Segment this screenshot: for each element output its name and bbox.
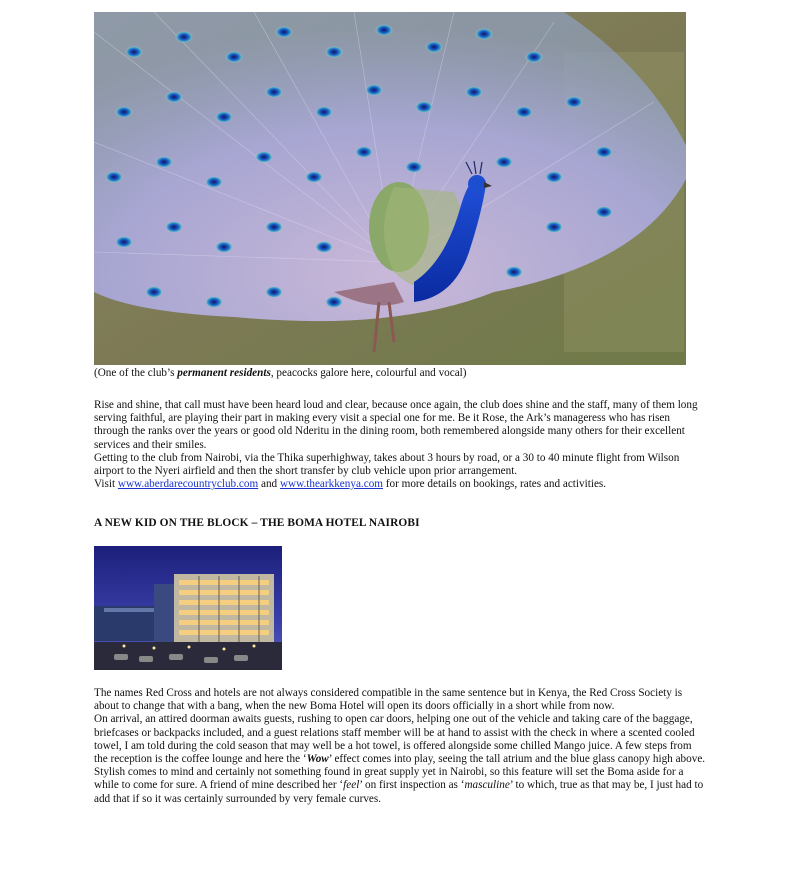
visit-and: and [258, 478, 280, 491]
boma-section [94, 687, 706, 806]
ark-link[interactable]: www.thearkkenya.com [279, 478, 383, 491]
club-paragraph-1: Rise and shine, that call must have been heard loud and clear, because once again, the club does shine and the staff, many of them long serving faithful, are playing their part in making every visit a special one for me. Be it Rose, the Ark’s manageress who has risen through the ranks over the years or good old Nderitu in the dining room, both remembered alongside many others for their excellent services and their smiles. [94, 399, 698, 451]
caption-open: (One of the club’s [94, 367, 178, 379]
boma-p2-part2: ’ effect comes into play, seeing the tall atrium and the blue glass canopy high above. Stylish comes to mind and certainly not something found in great supply yet in Nairobi, so this feature will set the Boma aside for a while to come for sure. A friend of mine described her ‘ [94, 753, 706, 792]
boma-paragraph-1: The names Red Cross and hotels are not always considered compatible in the same sentence but in Kenya, the Red Cross Society is about to change that with a bang, when the new Boma Hotel will open its doors officially in a short while from now. [94, 687, 683, 713]
club-section [94, 399, 706, 491]
boma-masculine: masculine [464, 779, 510, 792]
photo-caption [94, 367, 706, 380]
section-heading: A NEW KID ON THE BLOCK – THE BOMA HOTEL NAIROBI [94, 517, 420, 529]
aberdare-link[interactable]: www.aberdarecountryclub.com [117, 478, 259, 491]
boma-hotel-photo [94, 546, 282, 670]
visit-prefix: Visit [94, 478, 118, 491]
club-paragraph-2: Getting to the club from Nairobi, via the Thika superhighway, takes about 3 hours by road, or a 30 to 40 minute flight from Wilson airport to the Nyeri airfield and then the short transfer by club vehicle upon prior arrangement. [94, 451, 680, 478]
peacock-photo [94, 12, 686, 365]
boma-p2-part4: ’ to which, true as that may be, I just had to add that if so it was certainly surrounded by very female curves. [94, 779, 704, 805]
boma-wow: Wow [306, 753, 329, 766]
caption-emphasis: permanent residents [177, 367, 271, 379]
caption-close: , peacocks galore here, colourful and vocal) [270, 367, 467, 379]
boma-feel: feel [343, 779, 360, 792]
visit-suffix: for more details on bookings, rates and activities. [382, 478, 607, 491]
boma-p2-part1: On arrival, an attired doorman awaits guests, rushing to open car doors, helping one out of the vehicle and taking care of the baggage, briefcases or backpacks included, and a guest relations staff member will be at hand to assist with the check in where a scented cooled towel, I am told during the cold season that may well be a hot towel, is offered alongside some chilled Mango juice. A few steps from the reception is the coffee lounge and here the ‘ [94, 713, 695, 766]
boma-p2-part3: ’ on first inspection as ‘ [359, 779, 465, 792]
boma-paragraph-2 [94, 713, 706, 805]
club-visit-line [94, 478, 706, 491]
